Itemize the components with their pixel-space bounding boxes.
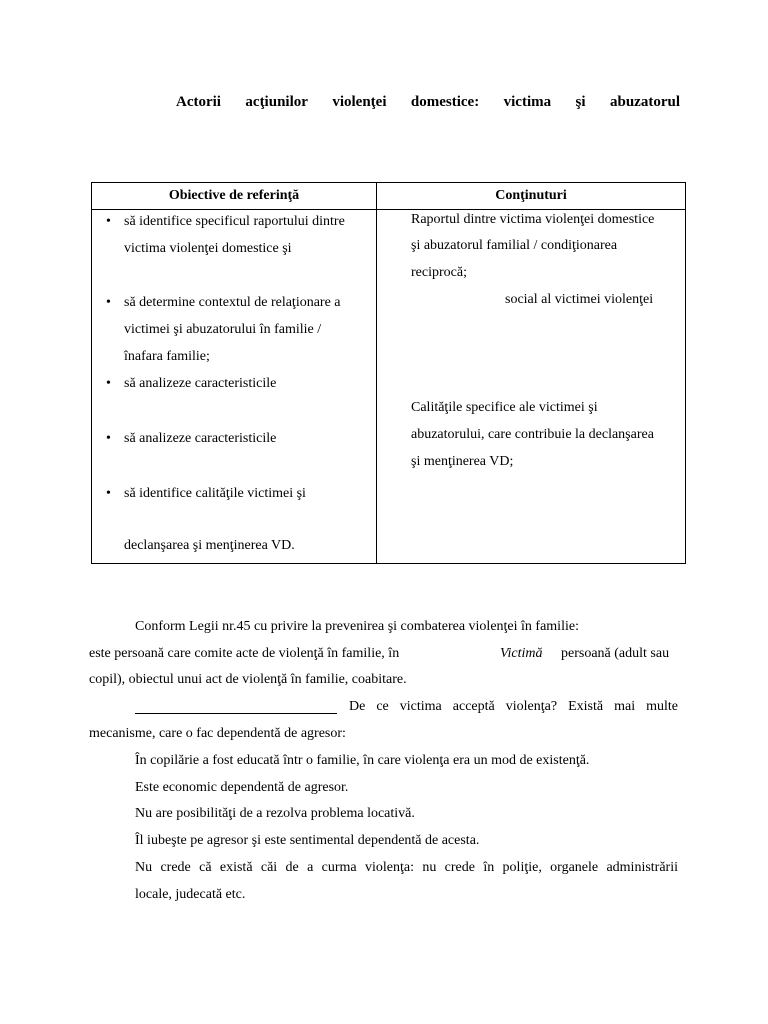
reason-line: Nu are posibilităţi de a rezolva problema locativă. bbox=[135, 806, 415, 821]
objective-line: • să analizeze caracteristicile bbox=[124, 376, 276, 392]
page-title bbox=[176, 94, 680, 111]
content-line: Raportul dintre victima violenţei domestice bbox=[411, 212, 655, 227]
content-line: şi menţinerea VD; bbox=[411, 454, 514, 469]
objective-line: victimei şi abuzatorului în familie / bbox=[124, 322, 322, 337]
reason-line: În copilărie a fost educată într o familie, în care violenţa era un mod de existenţă. bbox=[135, 753, 590, 768]
title-word: abuzatorul bbox=[609, 94, 680, 110]
paragraph-line: este persoană care comite acte de violenţă în familie, în bbox=[89, 646, 400, 661]
title-word: Actorii bbox=[176, 94, 221, 110]
table-header-contents: Conţinuturi bbox=[377, 183, 686, 210]
title-word: domestice: bbox=[410, 94, 480, 110]
objective-line: înafara familie; bbox=[124, 349, 210, 364]
title-word: victima bbox=[503, 94, 552, 110]
objectives-cell bbox=[92, 210, 377, 564]
question-line: De ce victima acceptă violenţa? Există mai multe bbox=[349, 699, 678, 714]
reason-line: Îl iubeşte pe agresor şi este sentimental dependentă de acesta. bbox=[135, 833, 480, 848]
reason-line: Este economic dependentă de agresor. bbox=[135, 780, 349, 795]
contents-cell bbox=[377, 210, 686, 564]
title-word: violenţei bbox=[332, 94, 387, 110]
reason-line: locale, judecată etc. bbox=[135, 887, 246, 902]
content-line: abuzatorului, care contribuie la declanşarea bbox=[411, 427, 654, 442]
objective-line: • să analizeze caracteristicile bbox=[124, 431, 276, 447]
objective-line: • să identifice calităţile victimei şi bbox=[124, 486, 306, 502]
victim-term: Victimă bbox=[500, 646, 543, 661]
table-header-objectives: Obiective de referinţă bbox=[92, 183, 377, 210]
objective-line: • să determine contextul de relaţionare a bbox=[124, 295, 341, 311]
content-line: reciprocă; bbox=[411, 265, 467, 280]
content-line: social al victimei violenţei bbox=[505, 292, 654, 307]
reason-line: Nu crede că există căi de a curma violenţa: nu crede în poliţie, organele administrării bbox=[135, 860, 678, 875]
content-line: şi abuzatorul familial / condiţionarea bbox=[411, 238, 618, 253]
objective-line: victima violenţei domestice şi bbox=[124, 241, 292, 256]
objective-line: • să identifice specificul raportului dintre bbox=[124, 214, 345, 230]
objective-line: declanşarea şi menţinerea VD. bbox=[124, 538, 295, 553]
paragraph-line: copil), obiectul unui act de violenţă în familie, coabitare. bbox=[89, 672, 407, 687]
objectives-table bbox=[91, 182, 686, 564]
content-line: Calităţile specifice ale victimei şi bbox=[411, 400, 598, 415]
title-word: acţiunilor bbox=[245, 94, 308, 110]
title-word: şi bbox=[575, 94, 586, 110]
paragraph-law: Conform Legii nr.45 cu privire la prevenirea şi combaterea violenţei în familie: bbox=[135, 619, 579, 634]
paragraph-line: persoană (adult sau bbox=[561, 646, 670, 661]
blank-line bbox=[135, 699, 337, 719]
paragraph-line: mecanisme, care o fac dependentă de agresor: bbox=[89, 726, 346, 741]
